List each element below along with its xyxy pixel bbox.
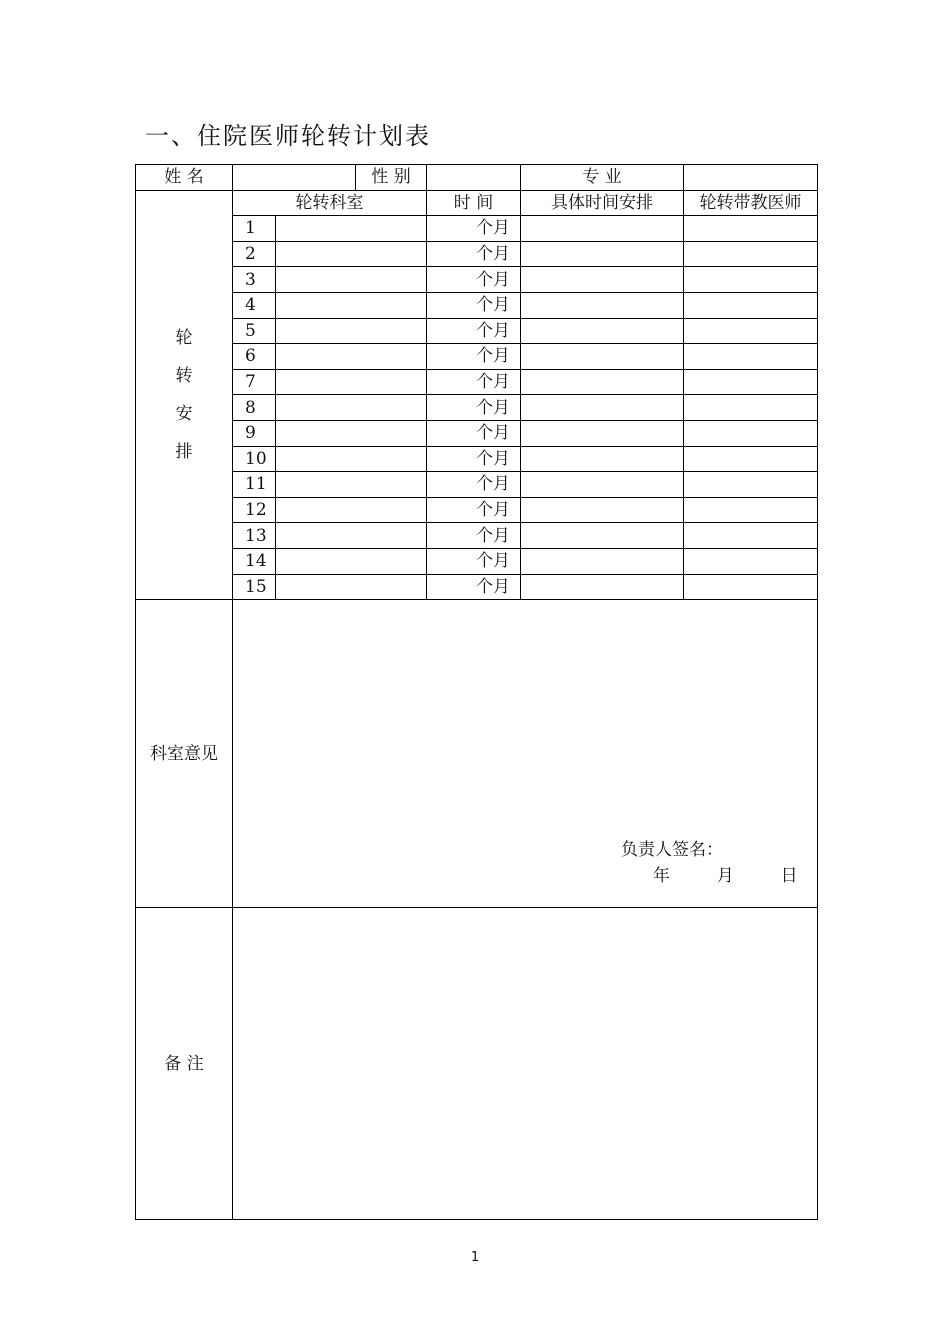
rotation-label-char: 安 <box>175 403 193 424</box>
teacher-field[interactable] <box>684 446 818 472</box>
notes-label: 备 注 <box>136 908 233 1220</box>
teacher-field[interactable] <box>684 241 818 267</box>
rotation-row <box>136 369 818 395</box>
rotation-row <box>136 574 818 600</box>
schedule-field[interactable] <box>521 548 684 574</box>
opinion-row <box>136 600 818 908</box>
rotation-label-char: 转 <box>175 365 193 386</box>
month-unit: 个月 <box>427 574 521 600</box>
schedule-field[interactable] <box>521 420 684 446</box>
department-field[interactable] <box>276 472 427 498</box>
teacher-field[interactable] <box>684 369 818 395</box>
teacher-field[interactable] <box>684 292 818 318</box>
row-number: 4 <box>233 292 276 318</box>
signature-label: 负责人签名： <box>621 840 723 861</box>
department-field[interactable] <box>276 344 427 370</box>
notes-field[interactable] <box>233 908 818 1220</box>
month-unit: 个月 <box>427 292 521 318</box>
row-number: 3 <box>233 267 276 293</box>
month-unit: 个月 <box>427 241 521 267</box>
teacher-field[interactable] <box>684 216 818 242</box>
rotation-section-label <box>136 190 233 600</box>
opinion-field[interactable] <box>233 600 818 908</box>
department-field[interactable] <box>276 497 427 523</box>
department-field[interactable] <box>276 523 427 549</box>
rotation-label-char: 排 <box>175 441 193 462</box>
month-unit: 个月 <box>427 344 521 370</box>
department-field[interactable] <box>276 216 427 242</box>
teacher-field[interactable] <box>684 523 818 549</box>
rotation-label-char: 轮 <box>175 327 193 348</box>
schedule-field[interactable] <box>521 344 684 370</box>
major-label: 专 业 <box>521 165 684 191</box>
department-field[interactable] <box>276 548 427 574</box>
schedule-field[interactable] <box>521 523 684 549</box>
rotation-header-row <box>136 190 818 216</box>
schedule-field[interactable] <box>521 395 684 421</box>
department-field[interactable] <box>276 241 427 267</box>
col-schedule: 具体时间安排 <box>521 190 684 216</box>
rotation-plan-form <box>135 164 818 1220</box>
teacher-field[interactable] <box>684 548 818 574</box>
col-time: 时 间 <box>427 190 521 216</box>
rotation-row <box>136 292 818 318</box>
page-title: 一、住院医师轮转计划表 <box>145 122 431 150</box>
rotation-row <box>136 497 818 523</box>
row-number: 11 <box>233 472 276 498</box>
col-teacher: 轮转带教医师 <box>684 190 818 216</box>
month-unit: 个月 <box>427 216 521 242</box>
teacher-field[interactable] <box>684 497 818 523</box>
schedule-field[interactable] <box>521 446 684 472</box>
rotation-row <box>136 548 818 574</box>
teacher-field[interactable] <box>684 574 818 600</box>
row-number: 1 <box>233 216 276 242</box>
header-row <box>136 165 818 191</box>
rotation-row <box>136 344 818 370</box>
schedule-field[interactable] <box>521 497 684 523</box>
teacher-field[interactable] <box>684 420 818 446</box>
schedule-field[interactable] <box>521 241 684 267</box>
department-field[interactable] <box>276 292 427 318</box>
row-number: 5 <box>233 318 276 344</box>
month-unit: 个月 <box>427 523 521 549</box>
notes-row <box>136 908 818 1220</box>
teacher-field[interactable] <box>684 344 818 370</box>
row-number: 6 <box>233 344 276 370</box>
schedule-field[interactable] <box>521 318 684 344</box>
name-field[interactable] <box>233 165 356 191</box>
department-field[interactable] <box>276 369 427 395</box>
major-field[interactable] <box>684 165 818 191</box>
month-unit: 个月 <box>427 369 521 395</box>
teacher-field[interactable] <box>684 472 818 498</box>
row-number: 15 <box>233 574 276 600</box>
signature-date <box>653 866 798 886</box>
department-field[interactable] <box>276 574 427 600</box>
month-unit: 个月 <box>427 420 521 446</box>
rotation-row <box>136 216 818 242</box>
name-label: 姓 名 <box>136 165 233 191</box>
rotation-row <box>136 420 818 446</box>
teacher-field[interactable] <box>684 395 818 421</box>
page-number: 1 <box>470 1250 480 1265</box>
rotation-row <box>136 523 818 549</box>
date-month: 月 <box>716 866 734 887</box>
rotation-row <box>136 241 818 267</box>
rotation-row <box>136 472 818 498</box>
month-unit: 个月 <box>427 318 521 344</box>
col-department: 轮转科室 <box>233 190 427 216</box>
month-unit: 个月 <box>427 548 521 574</box>
gender-field[interactable] <box>427 165 521 191</box>
teacher-field[interactable] <box>684 267 818 293</box>
schedule-field[interactable] <box>521 369 684 395</box>
month-unit: 个月 <box>427 395 521 421</box>
row-number: 12 <box>233 497 276 523</box>
month-unit: 个月 <box>427 267 521 293</box>
opinion-label: 科室意见 <box>136 600 233 908</box>
rotation-row <box>136 318 818 344</box>
month-unit: 个月 <box>427 446 521 472</box>
row-number: 10 <box>233 446 276 472</box>
row-number: 14 <box>233 548 276 574</box>
schedule-field[interactable] <box>521 574 684 600</box>
department-field[interactable] <box>276 395 427 421</box>
schedule-field[interactable] <box>521 292 684 318</box>
department-field[interactable] <box>276 446 427 472</box>
month-unit: 个月 <box>427 472 521 498</box>
date-year: 年 <box>653 866 670 887</box>
gender-label: 性 别 <box>356 165 427 191</box>
rotation-row <box>136 267 818 293</box>
schedule-field[interactable] <box>521 472 684 498</box>
row-number: 7 <box>233 369 276 395</box>
rotation-row <box>136 446 818 472</box>
schedule-field[interactable] <box>521 267 684 293</box>
month-unit: 个月 <box>427 497 521 523</box>
row-number: 9 <box>233 420 276 446</box>
department-field[interactable] <box>276 267 427 293</box>
schedule-field[interactable] <box>521 216 684 242</box>
department-field[interactable] <box>276 318 427 344</box>
date-day: 日 <box>780 866 798 887</box>
department-field[interactable] <box>276 420 427 446</box>
row-number: 8 <box>233 395 276 421</box>
row-number: 13 <box>233 523 276 549</box>
teacher-field[interactable] <box>684 318 818 344</box>
row-number: 2 <box>233 241 276 267</box>
rotation-row <box>136 395 818 421</box>
